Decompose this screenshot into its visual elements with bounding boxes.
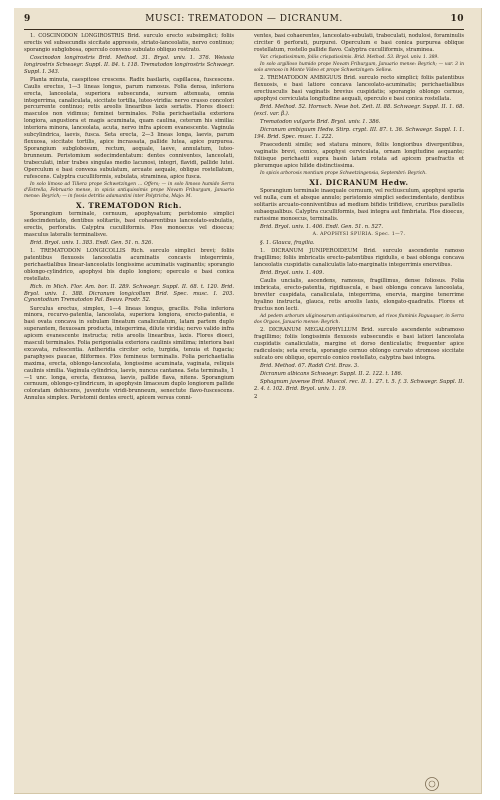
species-entry: 2. TREMATODON AMBIGUUS Brid. surculo recto simplici; foliis patentibus flexuosis, e basi latiore concava lanceolato-acuminatis; perichaetialibus erectiusculis basi vaginatis brevius cuspidatis; sporangio oblongo cernuo, apophysi cerviculata longitudine aequali, operculo e basi conica rostellata. [254,75,464,102]
genus-heading: X. TREMATODON Rich. [76,200,182,210]
section-subheading: A. APOPHYSI SPURIA. Spec. 1—7. [312,232,406,238]
library-stamp-icon [424,776,440,792]
right-column [254,33,464,773]
description: Caulis uncialis, ascendens, ramosus, fragillimus, dense foliosus. Folia imbricata, erecto-patentia, rigidiuscula, e basi oblonga concava lanceolata, breviter cuspidata, canaliculata, integerrima, enervia, margine tenerrime hyalino instructa, glauca, retis areolis laxis, elongato-quadratis. Flores et fructus non lecti. [254,278,464,312]
citation: Rich. in Mich. Flor. Am. bor. II. 289. Schwaegr. Suppl. II. 68. t. 120. Brid. Bryol. univ. 1. 388. Dicranum longicollum Brid. Spec. musc. I. 203. Cynontodium Trematodon Pal. Beauv. Prodr. 52. [24,283,234,304]
page-number-right: 10 [450,14,464,24]
habitat-note: In spicis arborosis montium prope Schwetzingensia, Septembri: Beyrich. [260,171,427,176]
citation: Dicranum albicans Schwaegr. Suppl. II. 2. 122. t. 186. [260,371,403,378]
citation: Brid. Bryol. univ. 1. 383. Endl. Gen. 51. n. 526. [30,239,153,246]
citation: Trematodon vulgaris Brid. Bryol. univ. 1. 386. [260,119,381,126]
description: Sporangium terminale, cernuum, apophysatum; peristomio simplici sedecimdentato, dentibus solitariis, basi cohaerentibus lanceolato-subulatis, erectis, perforatis. Calyptra cuculliformis. Flos monoecus vel dioecus; masculus lateralis terminalisve. [24,210,234,238]
citation: Brid. Bryol. univ. 1. 406. Endl. Gen. 51. n. 527. [260,224,383,231]
description: Praecedenti simile; sed statura minore, foliis longioribus divergentibus, vaginatis brevi, conico, apophysi cerviculata, ornam longitudine aequante; foliisque perichaetii supra basin latam rotata ad apicem praefractis et plerumque apice hilide distinctissima. [254,142,464,169]
species-entry: 1. COSCINODON LONGIROSTRIS Brid. surculo erecto subsimplici; foliis erectis vel subsecundis siccitate appressis, striato-lanceolatis, nervo continuo; sporangio subglobosa, operculo convexo subulato obliquo rostrato. [24,33,234,53]
description: Surculus erectus, simplex, 1—4 lineas longus, gracilis. Folia inferiora minora, recurvo-patentia, lanceolata, superiora longiora, erecto-patentia, e basi ovata concava in subulam lineatum canaliculatum, latam partem duplo superantem, flexuosam producta, integerrima, dilute viridia; nervo valido infra apicem evanescente instructa; retis areolis linearibus, laxis. Flores dioeci, masculi terminales. Folia perigonialia exteriora caulinis similima; interiora basi excavata, rufescentia. Antheridia circiter octo, turgida, tenuia et fugacia; paraphyses paucae, filiformes. Flos femineus terminalis. Folia perichaetialia maxima, erecta, oblongo-lanceolata, longissime acuminata, vaginata, reliquis caulinis similia. Vaginula cylindrica, laevis, nuncus cantanea. Seta terminalis, 1—1 unc. longa, erecta, flexuosa, laevis, pallide flava, nitens. Sporangium cernuum, oblongo-cylindricum, in apophysin limaceum duplo longiorem pallide coloratam dehiscens, juventute viridi-brunneum, senectute flavo-fuscescens. Annulus simplex. Peristomii dentes erecti, apicem versus conni- [24,305,234,402]
citation: Dicranum ambiguum Hedw. Stirp. crypt. III. 87. t. 36. Schwaegr. Suppl. I. 1. 194. Brid. Spec. musc. 1. 222. [254,127,464,141]
habitat-note: In solo limoso ad Tiliera prope Schwetzingen ... Offers; — in solo limoso humido Serra d'Estrella, Februario mense, in spicis antiquissimis prope Novam Friburgum, Januario mense: Beyrich; — in fossis detritis adamantini inter Polytricha, Majo: M. [24,181,234,199]
habitat-note: Var. crispatissimum, foliis crispatissimis. Brid. Method. 53. Bryol. univ. 1. 389. [260,54,439,60]
citation: Coscinodon longirostris Brid. Method. 31. Bryol. univ. 1. 376. Weissia longirostris Schwaegr. Suppl. II. 84. t. 118. Trematodon longirostris Schwaegr. Suppl. I. 343. [24,54,234,75]
citation: Brid. Method. 67. Raddi Crit. Bras. 3. [260,363,359,369]
page-header [24,14,464,28]
genus-heading: XI. DICRANUM Hedw. [309,178,409,188]
citation: Brid. Bryol. univ. 1. 409. [260,270,324,277]
species-entry: 1. DICRANUM JUNIPEROIDEUM Brid. surculo ascendente ramoso fragillimo; foliis imbricatis erecto-patentibus rigidulis, e basi oblonga concava lanceolatis cuspidatis canaliculatis lato-marginatis integerrimis enerviibus. [254,248,464,269]
citation: §. 1. Glauca, fragilia. [260,240,315,247]
description: Planta minuta, caespitose crescens. Radix basilaris, capillacea, fuscescens. Caulis erectus, 1—3 lineas longus, parum ramosus. Folia densa, inferiora erecta, lanceolata, superiora subsecunda, sursum attenuata, omnia integerrima, canaliculata, siccitate tortilia, luteo-viridia: nervo crasso concolori percurrente continuo; retis areolis linearibus laxis seriatis. Flores dioeci: masculos non vidimus; feminei terminales. Folia perichaetialia exteriora longiora, angustiora et magis acuminata, quam caulina, ceterum his similia: interiora minora, lanceolata, acuta, nervo infra apicem evanescente. Vaginula subcylindrica, laevis, fusca. Seta erecta, 2—3 lineas longa, laevis, parum flexuosa, siccitate tortilis, apice incrassata, pallide lutea, apice purpurea. Sporangium subglobosum, rectum, aequale, laeve, annulatum, luteo-brunneum. Peristomium sedecimdentatum: dentes conniventes, lanceolati, trabeculati, inter trabes singulas medio lacunosi, integri, flavidi, pallide lutei. Operculum e basi convexa subulatum, arcuate aequale, oblique rostellatum, rufescens. Calyptra cuculliformis, subulata, straminea, apice fusca. [24,76,234,180]
header-rule [24,29,464,30]
paragraph: 2 [254,394,258,401]
citation: Brid. Method. 52. Hornsch. Neue bot. Zeit. II. 88. Schwaegr. Suppl. II. 1. 68. (excl. var. β.). [254,104,464,117]
species-entry: 1. TREMATODON LONGICOLLIS Rich. surculo simplici brevi; foliis patentibus flexuosis lanceolatis acuminatis concavis integerrimis, perichaetialibus linear-lanceolatis longissime acuminatis vaginantis; sporangio oblongo-cylindrico, apophysi bis duplo longiore; operculo e basi conica rostellato. [24,247,234,282]
citation: Sphagnum javense Brid. Muscol. rec. II. 1. 27. t. 5. f. 3. Schwaegr. Suppl. II. 2. 4. t. 102. Brid. Bryol. univ. 1. 19. [254,379,464,393]
species-entry: 2. DICRANUM MEGALOPHYLLUM Brid. surculo ascendente subramoso fragillimo; foliis longissimis flexuosis subsecundis e basi latiori lanceolata cuspidatis canaliculatis, margine et dorso denticulatis; frequenter apice radiculosis; seta erecta, sporangio cernuo oblongo curvato stromoso siccitate sulcato ore obliquo, operculo conico rostellato, calyptra basi integra. [254,327,464,361]
habitat-note: Ad pedem arborum uliginosarum antiquissimarum, ad rivos fluminis Paguaquer, in Serra dos Orgaos, Januario mense: Beyrich. [254,314,464,326]
left-column [24,33,234,773]
paragraph: ventes, basi cohaerentes, lanceolato-subulati, trabeculati, nodulosi, foraminulis circiter 6 perforati, purpurei. Operculum e basi conica purpurea oblique rostellatum, rostello pallide flavo. Calyptra cuculliformis, straminea. [254,33,464,53]
page-number-left: 9 [24,14,31,24]
running-title: MUSCI: TREMATODON — DICRANUM. [145,14,343,24]
description: Sporangium terminale inaequale cernuum, vel rectiusculum, apophysi spuria vel nulla, cum et absque annulo; peristomio simplici sedecimdentato, dentibus solitariis arcuato-conniventibus ad medium bifidis trifidisve, cruribus parallelis subaequalibus. Calyptra cuculliformis, basi integra aut fimbriata. Flos dioecus, rarissime monoecus, terminalis. [254,188,464,222]
habitat-note: In solo argilloso humido prope Novam Friburgum, Januario mense: Beyrich; — var. 3 in solo arenoso in Monte Video et prope Schwetzingen: Sellow. [254,62,464,74]
